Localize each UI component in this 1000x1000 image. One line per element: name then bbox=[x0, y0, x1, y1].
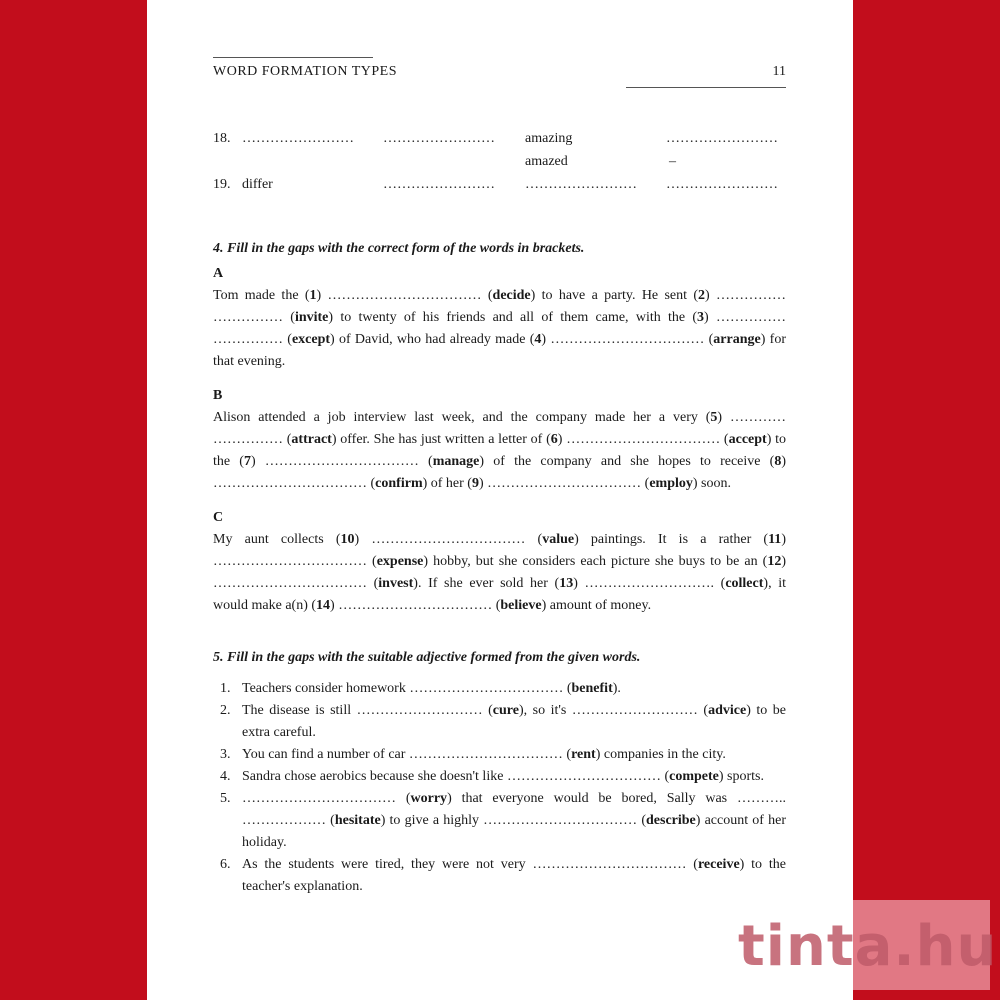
list-item: 3. You can find a number of car …………………………… (rent) companies in the city. bbox=[220, 747, 726, 762]
running-head: WORD FORMATION TYPES bbox=[213, 64, 397, 79]
blank: …………………… bbox=[525, 177, 637, 192]
blank: …………………… bbox=[242, 131, 354, 146]
section-a-label: A bbox=[213, 266, 224, 281]
list-item: 1. Teachers consider homework …………………………… (benefit). bbox=[220, 681, 621, 696]
blank: …………………… bbox=[383, 177, 495, 192]
table-row-18 bbox=[213, 128, 786, 151]
table-cell: amazing bbox=[525, 131, 573, 146]
exercise-4-title: 4. Fill in the gaps with the correct form of the words in brackets. bbox=[213, 241, 585, 256]
page-number: 11 bbox=[772, 64, 786, 79]
list-item: 4. Sandra chose aerobics because she doesn't like …………………………… (compete) sports. bbox=[220, 769, 764, 784]
exercise-5-title: 5. Fill in the gaps with the suitable adjective formed from the given words. bbox=[213, 650, 641, 665]
list-item: 2. The disease is still ……………………… (cure), so it's ……………………… (advice) to be extra careful. bbox=[220, 703, 787, 740]
header-rule-left bbox=[213, 57, 373, 58]
section-a-text: Tom made the (1) …………………………… (decide) to have a party. He sent (2) …………… …………… (invite) to twenty of his friends and all of them came, with the (3) …………… …………… (except) of David, who had already made (4) …………………………… (arrange) for that evening. bbox=[213, 288, 787, 369]
section-b-label: B bbox=[213, 388, 223, 403]
table-cell: differ bbox=[242, 177, 273, 192]
section-c-label: C bbox=[213, 510, 224, 525]
blank: …………………… bbox=[666, 177, 778, 192]
list-item: 5. …………………………… (worry) that everyone would be bored, Sally was ……….. ……………… (hesitate) to give a highly …………………………… (describe) account of her holiday. bbox=[220, 791, 786, 850]
table-cell: amazed bbox=[525, 154, 568, 169]
book-page bbox=[147, 0, 853, 1000]
table-cell: – bbox=[669, 154, 676, 169]
section-c-text: My aunt collects (10) …………………………… (value) paintings. It is a rather (11) …………………………… (expense) hobby, but she considers each picture she buys to be an (12) …………………………… (invest). If she ever sold her (13) ………………………. (collect), it would make a(n) (14) …………………………… (believe) amount of money. bbox=[213, 532, 786, 613]
section-b-text: Alison attended a job interview last week, and the company made her a very (5) ………… …………… (attract) offer. She has just written a letter of (6) …………………………… (accept) to the (7) …………………………… (manage) of the company and she hopes to receive (8) …………………………… (confirm) of her (9) …………………………… (employ) soon. bbox=[213, 410, 787, 491]
row-number: 19. bbox=[213, 177, 231, 192]
list-item: 6. As the students were tired, they were not very …………………………… (receive) to the teacher's explanation. bbox=[220, 857, 786, 894]
table-row-18b bbox=[213, 151, 786, 174]
blank: …………………… bbox=[383, 131, 495, 146]
header-rule-right bbox=[626, 87, 786, 88]
exercise-5-list bbox=[213, 678, 786, 898]
page-content bbox=[213, 128, 786, 898]
watermark-logo: tinta.hu bbox=[738, 914, 998, 979]
table-row-19 bbox=[213, 174, 786, 197]
row-number: 18. bbox=[213, 131, 231, 146]
blank: …………………… bbox=[666, 131, 778, 146]
